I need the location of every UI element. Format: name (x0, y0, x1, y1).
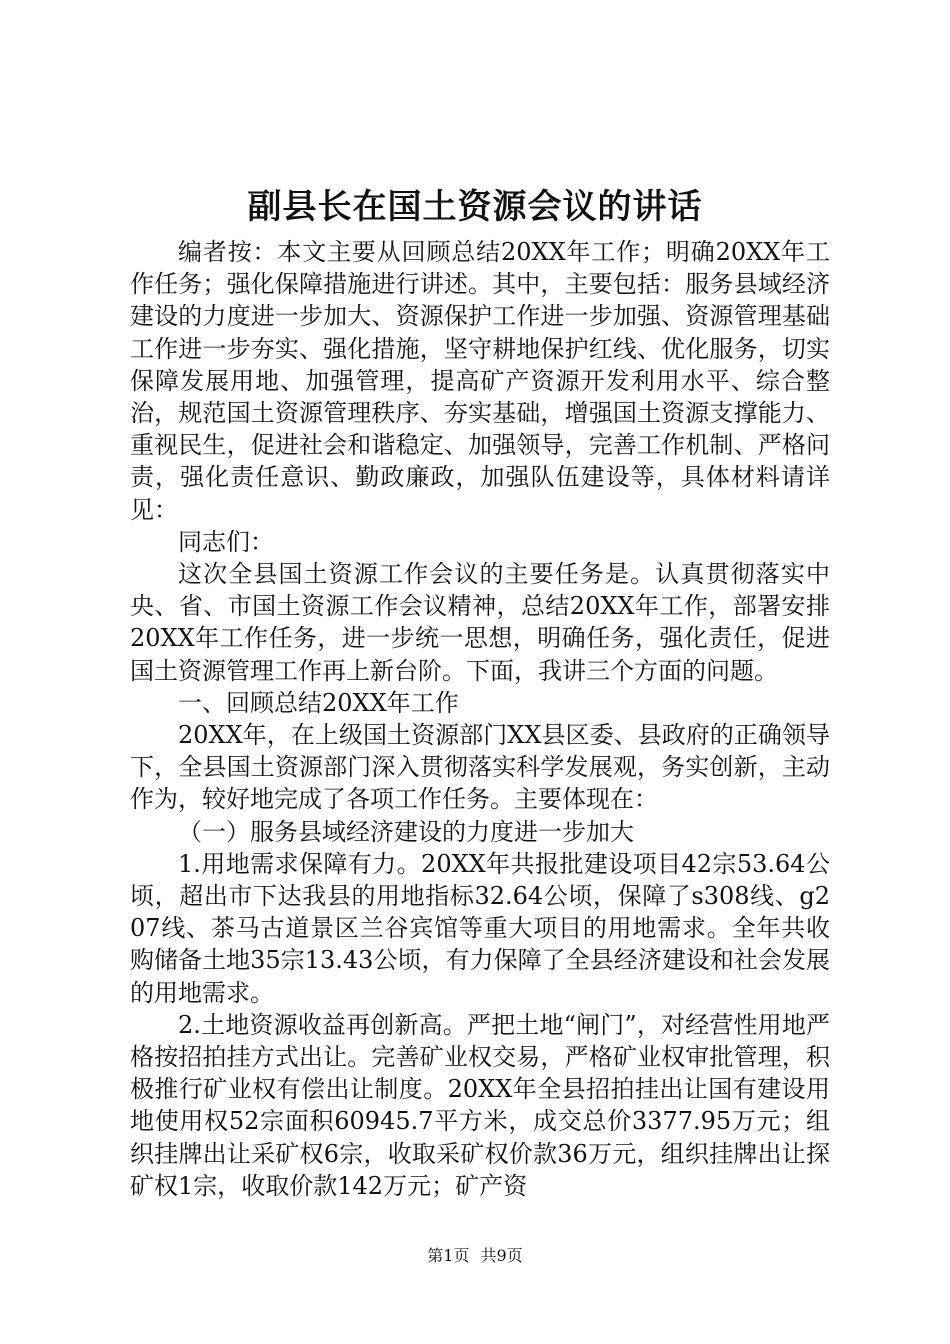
subsection-heading: （一）服务县域经济建设的力度进一步加大 (178, 817, 634, 846)
salutation-paragraph: 同志们： (178, 527, 274, 556)
editor-note-paragraph: 编者按：本文主要从回顾总结20XX年工作；明确20XX年工作任务；强化保障措施进行讲述。其中，主要包括：服务县域经济建设的力度进一步加大、资源保护工作进一步加强、资源管理基础工作进一步夯实、强化措施，坚守耕地保护红线、优化服务，切实保障发展用地、加强管理，提高矿产资源开发利用水平、综合整治，规范国土资源管理秩序、夯实基础，增强国土资源支撑能力、重视民生，促进社会和谐稳定、加强领导，完善工作机制、严格问责，强化责任意识、勤政廉政，加强队伍建设等，具体材料请详见： (130, 238, 830, 524)
land-revenue-paragraph: 2.土地资源收益再创新高。严把土地“闸门”，对经营性用地严格按招拍挂方式出让。完善矿业权交易，严格矿业权审批管理，积极推行矿业权有偿出让制度。20XX年全县招拍挂出让国有建设用地使用权52宗面积60945.7平方米，成交总价3377.95万元；组织挂牌出让采矿权6宗，收取采矿权价款36万元，组织挂牌出让探矿权1宗，收取价款142万元；矿产资 (130, 1010, 830, 1200)
page-footer (0, 1244, 950, 1268)
section-heading: 一、回顾总结20XX年工作 (178, 688, 459, 717)
intro-paragraph: 这次全县国土资源工作会议的主要任务是。认真贯彻落实中央、省、市国土资源工作会议精神，总结20XX年工作，部署安排20XX年工作任务，进一步统一思想，明确任务，强化责任，促进国土资源管理工作再上新台阶。下面，我讲三个方面的问题。 (130, 560, 830, 685)
page-number: 第1页 (427, 1246, 470, 1265)
document-title: 副县长在国土资源会议的讲话 (247, 187, 703, 227)
land-demand-paragraph: 1.用地需求保障有力。20XX年共报批建设项目42宗53.64公顷，超出市下达我县的用地指标32.64公顷，保障了s308线、g207线、茶马古道景区兰谷宾馆等重大项目的用地需求。全年共收购储备土地35宗13.43公顷，有力保障了全县经济建设和社会发展的用地需求。 (130, 849, 830, 1007)
review-paragraph: 20XX年，在上级国土资源部门XX县区委、县政府的正确领导下，全县国土资源部门深入贯彻落实科学发展观，务实创新，主动作为，较好地完成了各项工作任务。主要体现在： (130, 721, 830, 814)
page-total: 共9页 (480, 1246, 523, 1265)
document-body (130, 236, 830, 1202)
